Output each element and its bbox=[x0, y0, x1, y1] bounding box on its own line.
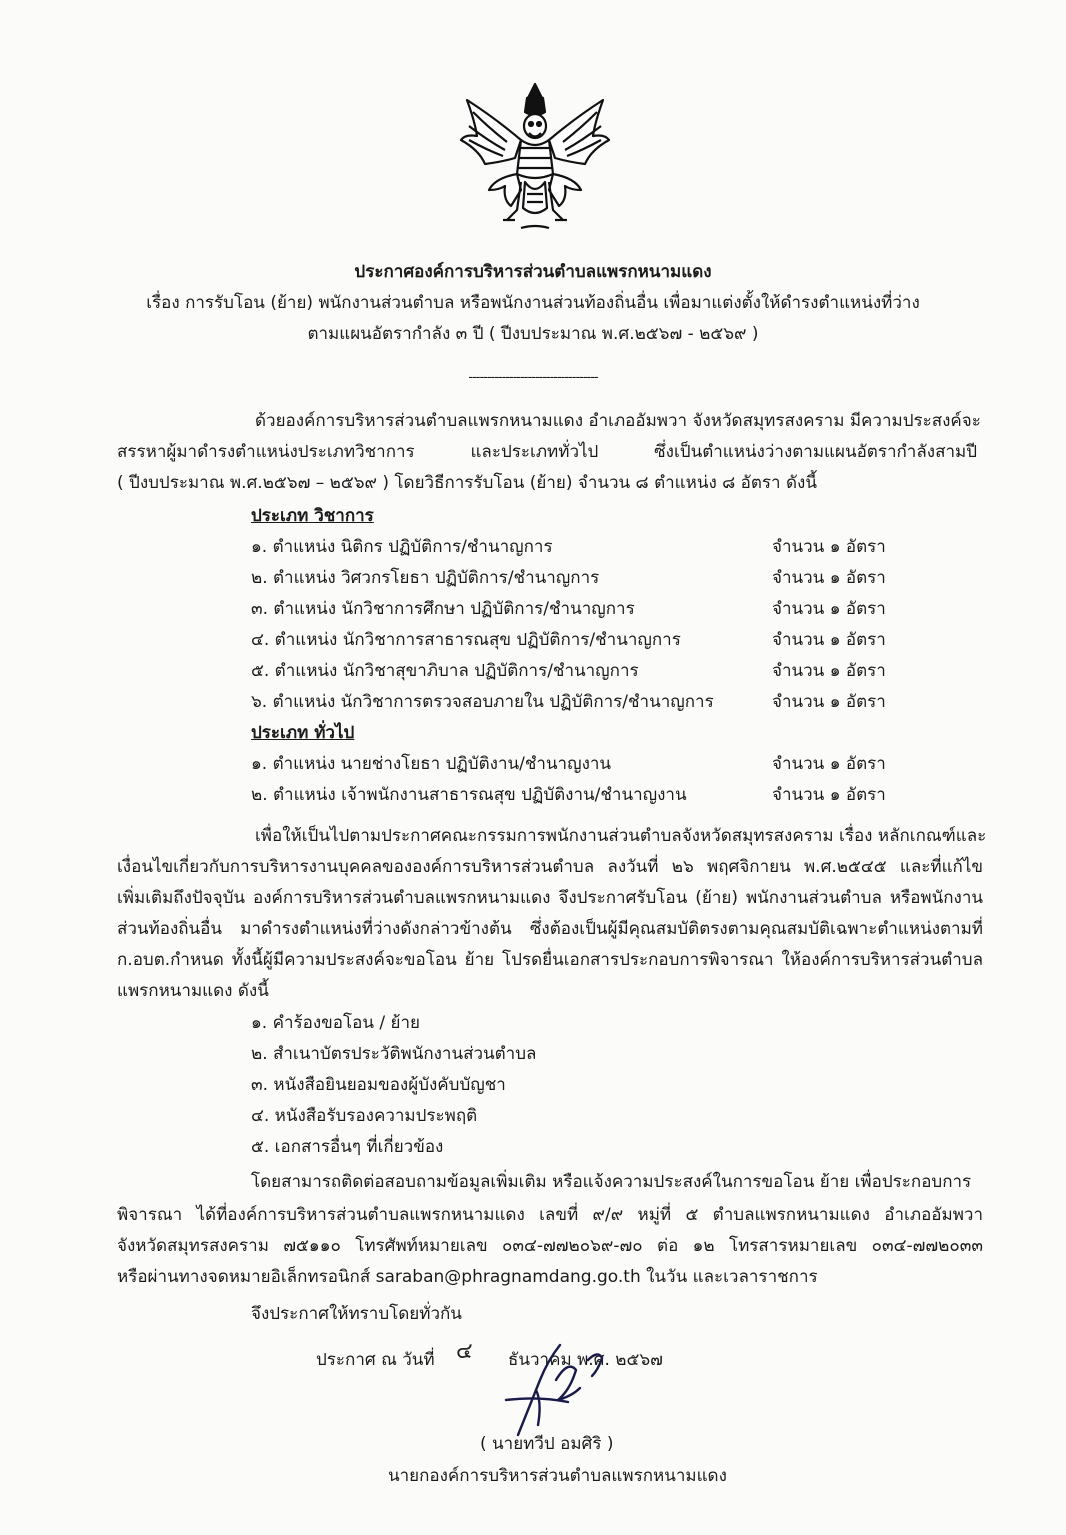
contact-line: พิจารณา ได้ที่องค์การบริหารส่วนตำบลแพรกหนามแดง เลขที่ ๙/๙ หมู่ที่ ๕ ตำบลแพรกหนามแดง อำเภออัมพวา bbox=[117, 1205, 983, 1225]
document-item: ๕. เอกสารอื่นๆ ที่เกี่ยวข้อง bbox=[251, 1137, 444, 1157]
subject-line-1: เรื่อง การรับโอน (ย้าย) พนักงานส่วนตำบล หรือพนักงานส่วนท้องถิ่นอื่น เพื่อมาแต่งตั้งให้ดำรงตำแหน่งที่ว่าง bbox=[146, 293, 920, 313]
general-item-count: จำนวน ๑ อัตรา bbox=[772, 785, 886, 805]
closing-announce: จึงประกาศให้ทราบโดยทั่วกัน bbox=[251, 1304, 462, 1324]
date-prefix: ประกาศ ณ วันที่ bbox=[316, 1350, 435, 1370]
divider: ----------------------------------- bbox=[468, 370, 598, 385]
contact-line: จังหวัดสมุทรสงคราม ๗๕๑๑๐ โทรศัพท์หมายเลข ๐๓๔-๗๗๒๐๖๙-๗๐ ต่อ ๑๒ โทรสารหมายเลข ๐๓๔-๗๗๒๐๓๓ bbox=[117, 1236, 983, 1256]
academic-item-label: ๑. ตำแหน่ง นิติกร ปฏิบัติการ/ชำนาญการ bbox=[251, 537, 553, 557]
academic-item-label: ๕. ตำแหน่ง นักวิชาสุขาภิบาล ปฏิบัติการ/ชำนาญการ bbox=[251, 661, 639, 681]
intro-line-2: สรรหาผู้มาดำรงตำแหน่งประเภทวิชาการ และประเภททั่วไป ซึ่งเป็นตำแหน่งว่างตามแผนอัตรากำลังสามปี bbox=[117, 442, 977, 462]
body-line: ส่วนท้องถิ่นอื่น มาดำรงตำแหน่งที่ว่างดังกล่าวข้างต้น ซึ่งต้องเป็นผู้มีคุณสมบัติตรงตามคุณสมบัติเฉพาะตำแหน่งตามที่ bbox=[117, 919, 983, 939]
date-rest: ธันวาคม พ.ศ. ๒๕๖๗ bbox=[508, 1350, 663, 1370]
body-line: ก.อบต.กำหนด ทั้งนี้ผู้มีความประสงค์จะขอโอน ย้าย โปรดยื่นเอกสารประกอบการพิจารณา ให้องค์การบริหารส่วนตำบล bbox=[117, 950, 983, 970]
general-item-label: ๒. ตำแหน่ง เจ้าพนักงานสาธารณสุข ปฏิบัติงาน/ชำนาญงาน bbox=[251, 785, 687, 805]
signer-name: ( นายทวีป อมศิริ ) bbox=[480, 1434, 614, 1454]
contact-line: หรือผ่านทางจดหมายอิเล็กทรอนิกส์ saraban@phragnamdang.go.th ในวัน และเวลาราชการ bbox=[117, 1267, 818, 1287]
academic-item-label: ๖. ตำแหน่ง นักวิชาการตรวจสอบภายใน ปฏิบัติการ/ชำนาญการ bbox=[251, 692, 714, 712]
document-item: ๑. คำร้องขอโอน / ย้าย bbox=[251, 1013, 420, 1033]
academic-item-count: จำนวน ๑ อัตรา bbox=[772, 692, 886, 712]
garuda-emblem-icon bbox=[455, 78, 615, 236]
intro-line-1: ด้วยองค์การบริหารส่วนตำบลแพรกหนามแดง อำเภออัมพวา จังหวัดสมุทรสงคราม มีความประสงค์จะ bbox=[255, 411, 981, 431]
document-item: ๒. สำเนาบัตรประวัติพนักงานส่วนตำบล bbox=[251, 1044, 537, 1064]
academic-item-count: จำนวน ๑ อัตรา bbox=[772, 599, 886, 619]
general-heading: ประเภท ทั่วไป bbox=[251, 723, 355, 743]
academic-heading: ประเภท วิชาการ bbox=[251, 506, 374, 526]
contact-line: โดยสามารถติดต่อสอบถามข้อมูลเพิ่มเติม หรือแจ้งความประสงค์ในการขอโอน ย้าย เพื่อประกอบการ bbox=[251, 1172, 972, 1192]
body-line: เพิ่มเติมถึงปัจจุบัน องค์การบริหารส่วนตำบลแพรกหนามแดง จึงประกาศรับโอน (ย้าย) พนักงานส่วนตำบล หรือพนักงาน bbox=[117, 888, 983, 908]
intro-line-3: ( ปีงบประมาณ พ.ศ.๒๕๖๗ – ๒๕๖๙ ) โดยวิธีการรับโอน (ย้าย) จำนวน ๘ ตำแหน่ง ๘ อัตรา ดังนี้ bbox=[117, 473, 817, 493]
body-line: เงื่อนไขเกี่ยวกับการบริหารงานบุคคลขององค์การบริหารส่วนตำบล ลงวันที่ ๒๖ พฤศจิกายน พ.ศ.๒๕๔๕ และที่แก้ไข bbox=[117, 857, 983, 877]
academic-item-count: จำนวน ๑ อัตรา bbox=[772, 661, 886, 681]
document-item: ๓. หนังสือยินยอมของผู้บังคับบัญชา bbox=[251, 1075, 506, 1095]
academic-item-count: จำนวน ๑ อัตรา bbox=[772, 568, 886, 588]
academic-item-count: จำนวน ๑ อัตรา bbox=[772, 630, 886, 650]
academic-item-label: ๒. ตำแหน่ง วิศวกรโยธา ปฏิบัติการ/ชำนาญการ bbox=[251, 568, 600, 588]
body-line: เพื่อให้เป็นไปตามประกาศคณะกรรมการพนักงานส่วนตำบลจังหวัดสมุทรสงคราม เรื่อง หลักเกณฑ์และ bbox=[255, 826, 987, 846]
general-item-count: จำนวน ๑ อัตรา bbox=[772, 754, 886, 774]
general-item-label: ๑. ตำแหน่ง นายช่างโยธา ปฏิบัติงาน/ชำนาญงาน bbox=[251, 754, 612, 774]
subject-line-2: ตามแผนอัตรากำลัง ๓ ปี ( ปีงบประมาณ พ.ศ.๒๕๖๗ - ๒๕๖๙ ) bbox=[307, 324, 759, 344]
academic-item-count: จำนวน ๑ อัตรา bbox=[772, 537, 886, 557]
body-line: แพรกหนามแดง ดังนี้ bbox=[117, 981, 269, 1001]
signer-title: นายกองค์การบริหารส่วนตำบลแพรกหนามแดง bbox=[388, 1466, 727, 1486]
date-day: ๔ bbox=[456, 1339, 473, 1364]
academic-item-label: ๓. ตำแหน่ง นักวิชาการศึกษา ปฏิบัติการ/ชำนาญการ bbox=[251, 599, 635, 619]
academic-item-label: ๔. ตำแหน่ง นักวิชาการสาธารณสุข ปฏิบัติการ/ชำนาญการ bbox=[251, 630, 681, 650]
signature-icon bbox=[498, 1330, 628, 1440]
document-item: ๔. หนังสือรับรองความประพฤติ bbox=[251, 1106, 478, 1126]
announcement-title: ประกาศองค์การบริหารส่วนตำบลแพรกหนามแดง bbox=[354, 262, 712, 282]
